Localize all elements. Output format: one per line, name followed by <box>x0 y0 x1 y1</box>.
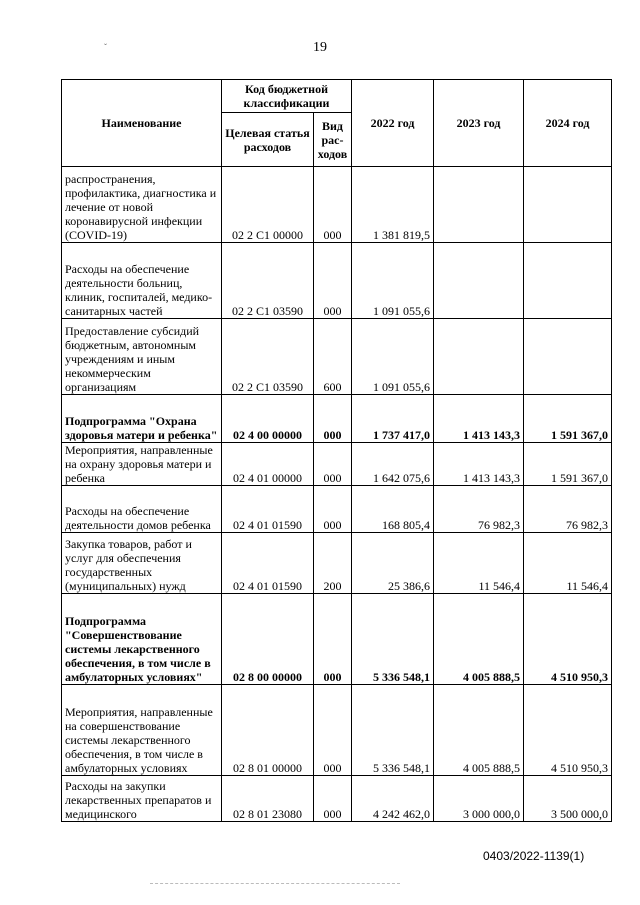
row-name: Мероприятия, направленные на охрану здоровья матери и ребенка <box>62 443 222 486</box>
row-target: 02 2 С1 03590 <box>222 243 314 319</box>
row-2023: 4 005 888,5 <box>434 594 524 685</box>
row-2024: 76 982,3 <box>524 486 612 533</box>
row-2022: 1 381 819,5 <box>352 167 434 243</box>
row-type: 000 <box>314 685 352 776</box>
table-row-subprogram <box>62 395 612 443</box>
row-2022: 25 386,6 <box>352 533 434 594</box>
row-type: 600 <box>314 319 352 395</box>
row-2023: 1 413 143,3 <box>434 443 524 486</box>
row-name: Предоставление субсидий бюджетным, автономным учреждениям и иным некоммерческим организациям <box>62 319 222 395</box>
row-target: 02 8 01 00000 <box>222 685 314 776</box>
scan-line <box>150 883 400 884</box>
row-target: 02 4 00 00000 <box>222 395 314 443</box>
row-2023: 3 000 000,0 <box>434 776 524 822</box>
row-name: Подпрограмма "Охрана здоровья матери и ребенка" <box>62 395 222 443</box>
row-2024: 4 510 950,3 <box>524 685 612 776</box>
row-2024: 1 591 367,0 <box>524 395 612 443</box>
header-name: Наименование <box>62 80 222 167</box>
row-2023: 11 546,4 <box>434 533 524 594</box>
header-kbk: Код бюджетной классификации <box>222 80 352 113</box>
row-target: 02 8 00 00000 <box>222 594 314 685</box>
table-row <box>62 685 612 776</box>
row-2022: 5 336 548,1 <box>352 594 434 685</box>
budget-table <box>61 79 612 822</box>
row-type: 000 <box>314 167 352 243</box>
row-target: 02 4 01 00000 <box>222 443 314 486</box>
row-2023: 1 413 143,3 <box>434 395 524 443</box>
row-target: 02 4 01 01590 <box>222 533 314 594</box>
row-2024 <box>524 319 612 395</box>
table-row <box>62 776 612 822</box>
header-2023: 2023 год <box>434 80 524 167</box>
row-target: 02 2 С1 00000 <box>222 167 314 243</box>
row-name: Расходы на закупки лекарственных препаратов и медицинского <box>62 776 222 822</box>
table-row <box>62 486 612 533</box>
row-2024: 4 510 950,3 <box>524 594 612 685</box>
row-2022: 1 091 055,6 <box>352 243 434 319</box>
table-row <box>62 167 612 243</box>
header-2022: 2022 год <box>352 80 434 167</box>
scan-mark: ˇ <box>104 42 107 52</box>
table-row <box>62 443 612 486</box>
row-2022: 1 091 055,6 <box>352 319 434 395</box>
table-row <box>62 533 612 594</box>
row-target: 02 2 С1 03590 <box>222 319 314 395</box>
row-2022: 1 737 417,0 <box>352 395 434 443</box>
row-type: 200 <box>314 533 352 594</box>
row-type: 000 <box>314 243 352 319</box>
row-name: распространения, профилактика, диагностика и лечение от новой коронавирусной инфекции (COVID-19) <box>62 167 222 243</box>
row-type: 000 <box>314 486 352 533</box>
row-name: Расходы на обеспечение деятельности больниц, клиник, госпиталей, медико-санитарных частей <box>62 243 222 319</box>
row-type: 000 <box>314 395 352 443</box>
page-number: 19 <box>313 40 327 55</box>
row-2024 <box>524 167 612 243</box>
row-2022: 5 336 548,1 <box>352 685 434 776</box>
row-name: Мероприятия, направленные на совершенствование системы лекарственного обеспечения, в том числе в амбулаторных условиях <box>62 685 222 776</box>
header-target: Целевая статья расходов <box>222 113 314 167</box>
row-2024: 11 546,4 <box>524 533 612 594</box>
table-row-subprogram <box>62 594 612 685</box>
table-row <box>62 243 612 319</box>
row-2023: 76 982,3 <box>434 486 524 533</box>
row-2024 <box>524 243 612 319</box>
row-2022: 1 642 075,6 <box>352 443 434 486</box>
row-2023 <box>434 167 524 243</box>
row-type: 000 <box>314 776 352 822</box>
row-2022: 168 805,4 <box>352 486 434 533</box>
row-2022: 4 242 462,0 <box>352 776 434 822</box>
row-2024: 1 591 367,0 <box>524 443 612 486</box>
row-target: 02 8 01 23080 <box>222 776 314 822</box>
row-2023 <box>434 243 524 319</box>
header-type: Вид рас-ходов <box>314 113 352 167</box>
row-2024: 3 500 000,0 <box>524 776 612 822</box>
row-name: Расходы на обеспечение деятельности домов ребенка <box>62 486 222 533</box>
document-code: 0403/2022-1139(1) <box>483 849 585 863</box>
row-type: 000 <box>314 443 352 486</box>
header-2024: 2024 год <box>524 80 612 167</box>
row-name: Закупка товаров, работ и услуг для обеспечения государственных (муниципальных) нужд <box>62 533 222 594</box>
table-row <box>62 319 612 395</box>
row-2023: 4 005 888,5 <box>434 685 524 776</box>
row-target: 02 4 01 01590 <box>222 486 314 533</box>
row-type: 000 <box>314 594 352 685</box>
row-name: Подпрограмма "Совершенствование системы лекарственного обеспечения, в том числе в амбулаторных условиях" <box>62 594 222 685</box>
row-2023 <box>434 319 524 395</box>
